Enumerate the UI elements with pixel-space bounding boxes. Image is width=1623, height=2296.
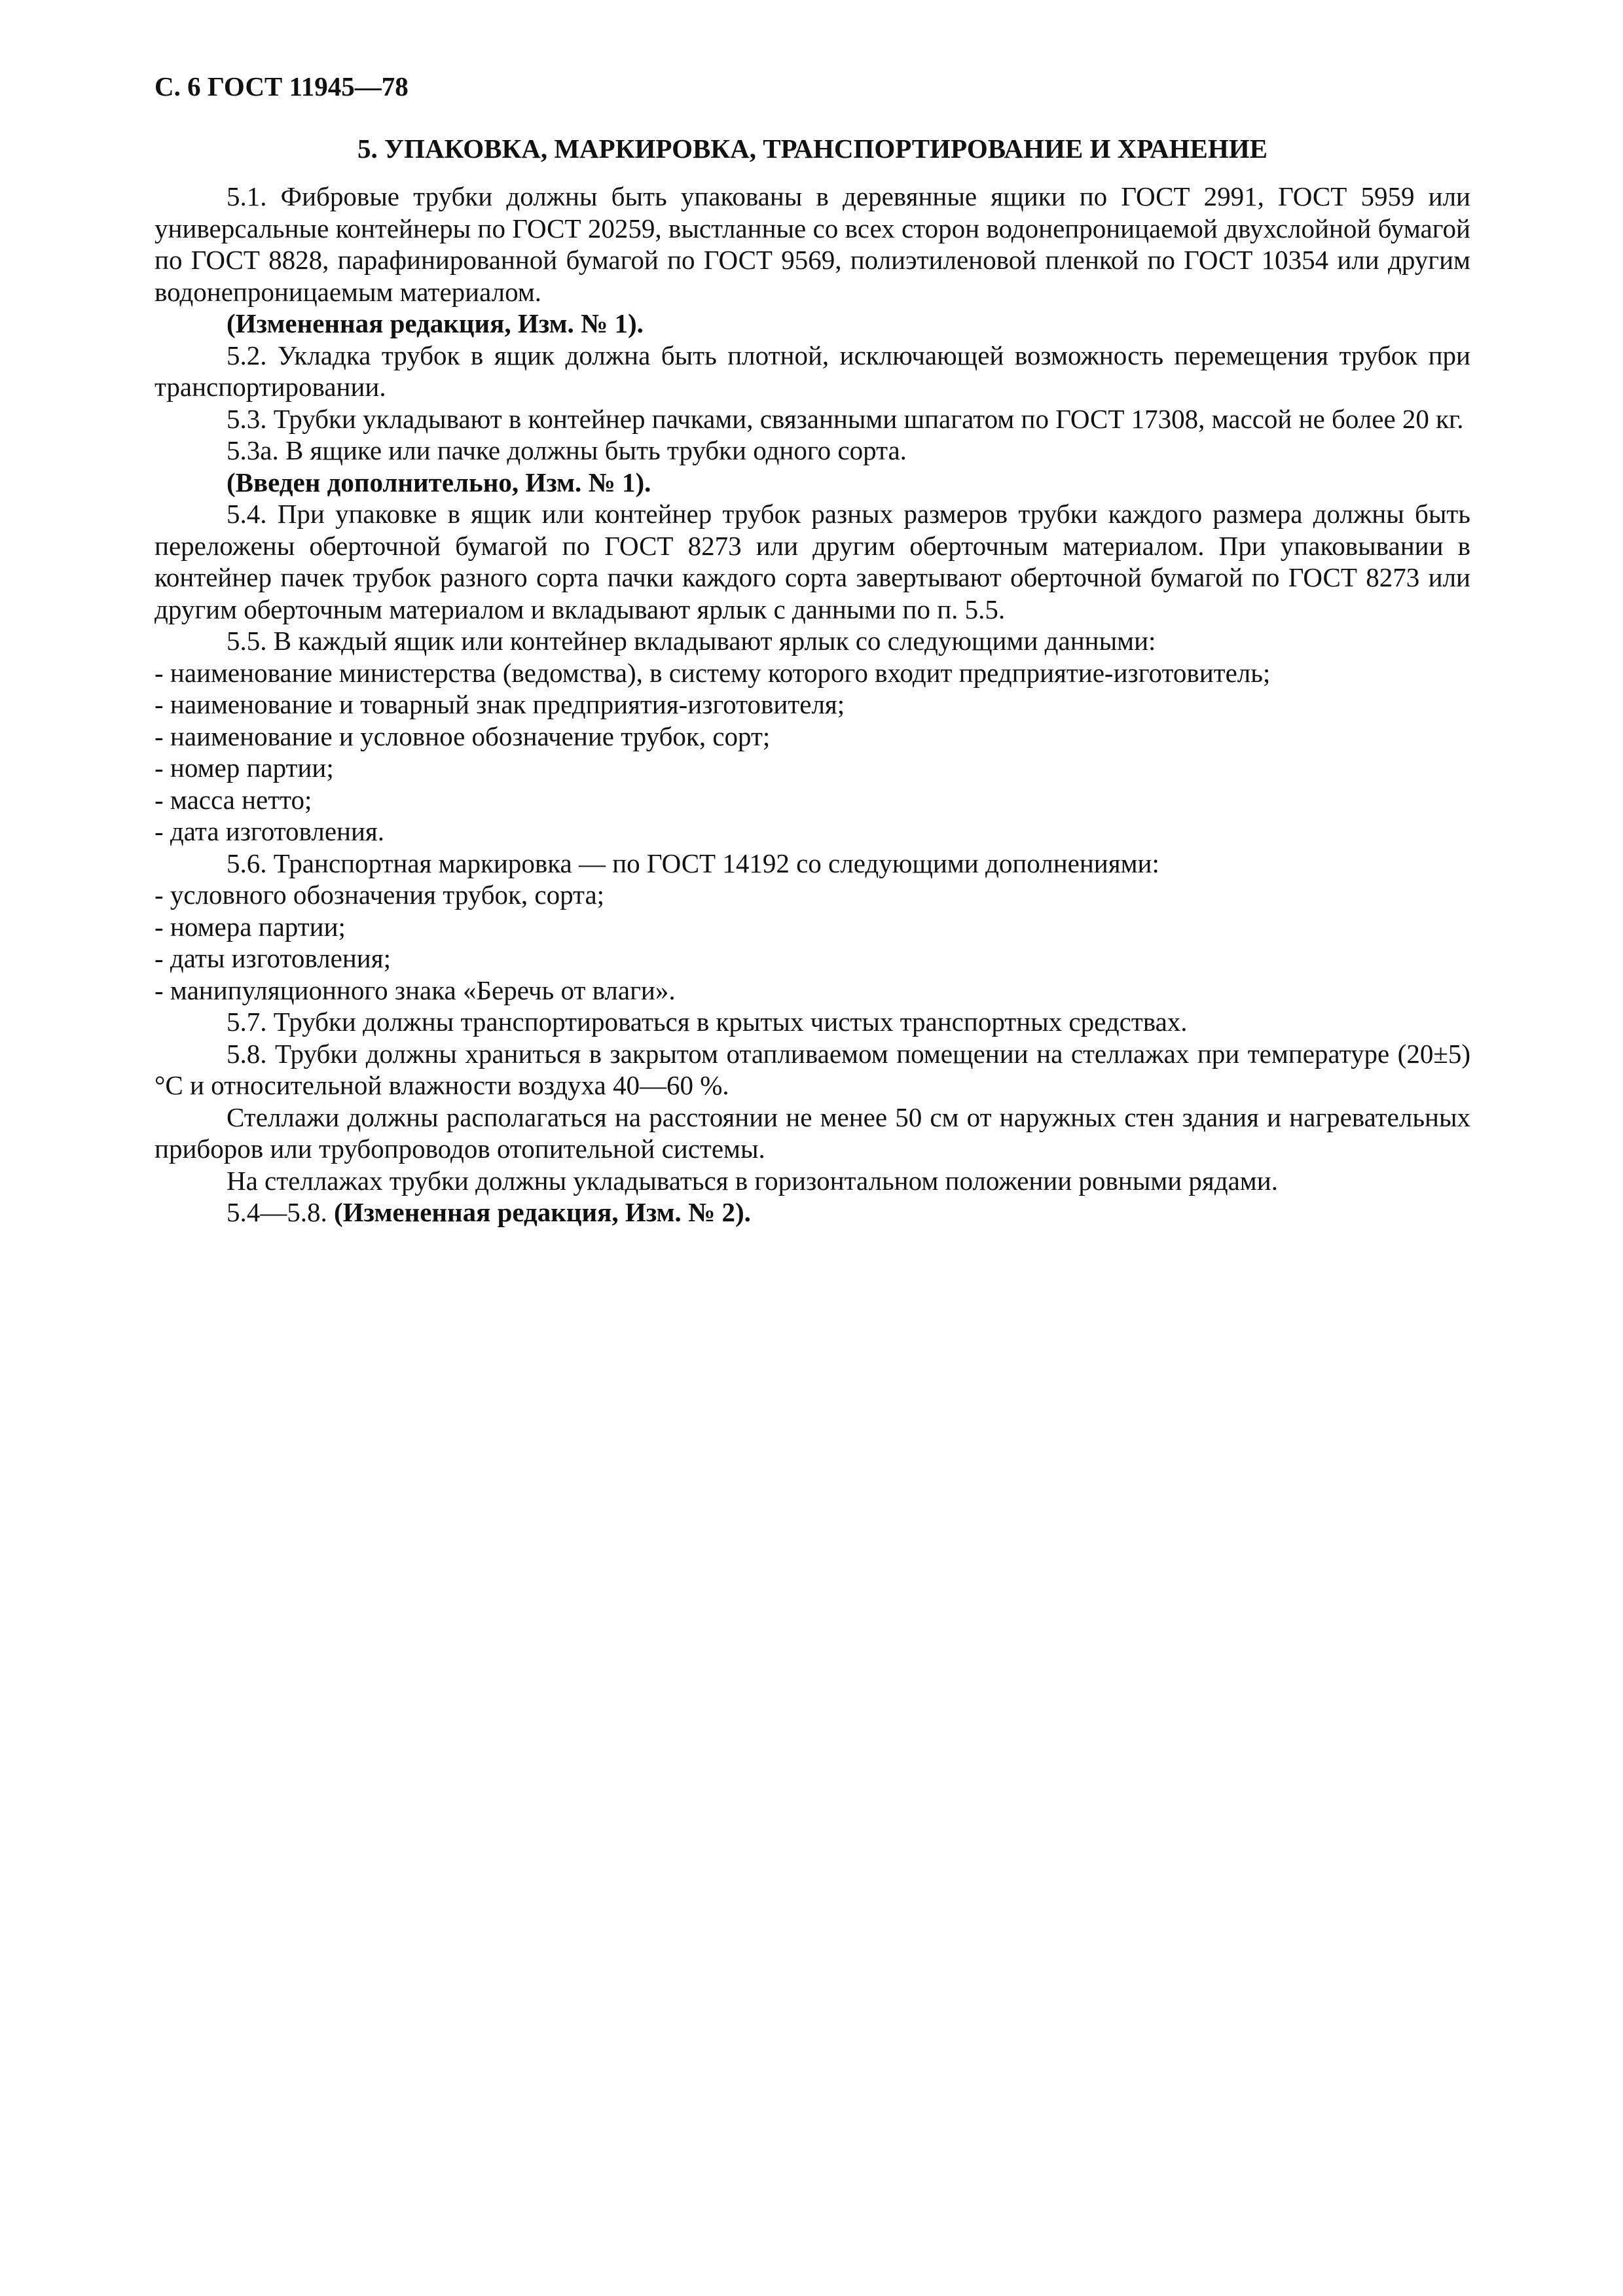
paragraph-5-5: 5.5. В каждый ящик или контейнер вкладывают ярлык со следующими данными: [227,626,1156,656]
list-item: - дата изготовления. [155,816,385,846]
list-item: - масса нетто; [155,784,312,815]
amendment-note-2: (Введен дополнительно, Изм. № 1). [227,467,651,497]
paragraph-5-3: 5.3. Трубки укладывают в контейнер пачками, связанными шпагатом по ГОСТ 17308, массой не более 20 кг. [227,403,1464,434]
list-item: - номера партии; [155,911,346,942]
amendment-note-3 [155,1196,1470,1229]
amendment-note-text: (Измененная редакция, Изм. № 2). [334,1197,751,1227]
paragraph-5-1: 5.1. Фибровые трубки должны быть упакованы в деревянные ящики по ГОСТ 2991, ГОСТ 5959 или универсальные контейнеры по ГОСТ 20259, выстланные со всех сторон водонепроницаемой двухслойной бумагой по ГОСТ 8828, парафинированной бумагой по ГОСТ 9569, полиэтиленовой пленкой по ГОСТ 10354 или другим водонепроницаемым материалом. [155,181,1470,307]
paragraph-5-8-rows: На стеллажах трубки должны укладываться в горизонтальном положении ровными рядами. [227,1165,1278,1196]
paragraph-5-6: 5.6. Транспортная маркировка — по ГОСТ 14192 со следующими дополнениями: [227,848,1159,878]
paragraph-5-8: 5.8. Трубки должны храниться в закрытом отапливаемом помещении на стеллажах при температуре (20±5) °С и относительной влажности воздуха 40—60 %. [155,1038,1470,1100]
page-header: С. 6 ГОСТ 11945—78 [155,71,409,101]
label-data-list [155,657,1470,848]
paragraph-5-4: 5.4. При упаковке в ящик или контейнер трубок разных размеров трубки каждого размера должны быть переложены оберточной бумагой по ГОСТ 8273 или другим оберточным материалом. При упаковывании в контейнер пачек трубок разного сорта пачки каждого сорта завертывают оберточной бумагой по ГОСТ 8273 или другим оберточным материалом и вкладывают ярлык с данными по п. 5.5. [155,499,1470,624]
paragraph-5-7: 5.7. Трубки должны транспортироваться в крытых чистых транспортных средствах. [227,1007,1188,1037]
list-item: - условного обозначения трубок, сорта; [155,880,605,910]
list-item: - наименование и товарный знак предприятия-изготовителя; [155,689,845,719]
amendment-range: 5.4—5.8. [227,1197,327,1227]
paragraph-5-8-shelving: Стеллажи должны располагаться на расстоянии не менее 50 см от наружных стен здания и нагревательных приборов или трубопроводов отопительной системы. [155,1102,1470,1164]
list-item: - наименование министерства (ведомства), в систему которого входит предприятие-изготовитель; [155,657,1271,688]
list-item: - манипуляционного знака «Беречь от влаги». [155,975,676,1005]
document-body [155,181,1470,1229]
paragraph-5-2: 5.2. Укладка трубок в ящик должна быть плотной, исключающей возможность перемещения трубок при транспортировании. [155,340,1470,402]
marking-additions-list [155,879,1470,1006]
paragraph-5-3a: 5.3а. В ящике или пачке должны быть трубки одного сорта. [227,435,907,465]
amendment-note-1: (Измененная редакция, Изм. № 1). [227,308,644,338]
list-item: - номер партии; [155,753,334,783]
section-title: 5. УПАКОВКА, МАРКИРОВКА, ТРАНСПОРТИРОВАНИЕ И ХРАНЕНИЕ [357,134,1268,164]
list-item: - даты изготовления; [155,943,391,973]
list-item: - наименование и условное обозначение трубок, сорт; [155,721,771,751]
